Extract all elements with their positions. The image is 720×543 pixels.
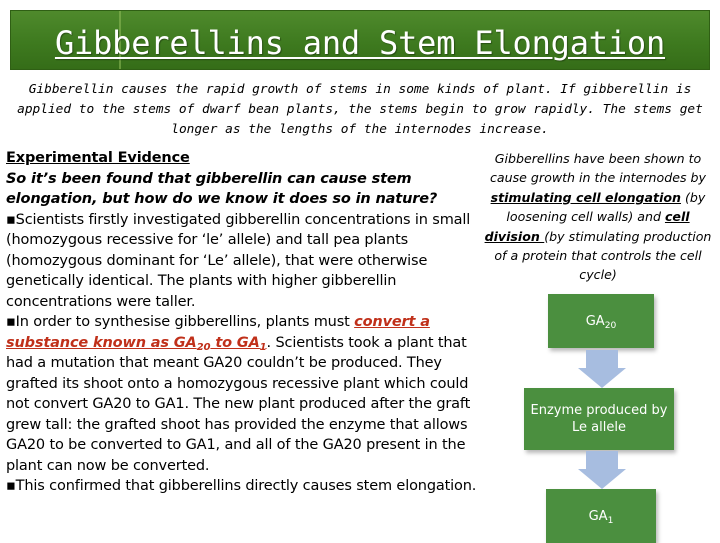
emphasis-part-1: convert a substance known as GA	[6, 314, 430, 351]
side-note-term-elongation: stimulating cell elongation	[490, 189, 682, 205]
title-banner	[10, 10, 710, 70]
ga20-label-sub: 20	[604, 320, 617, 331]
side-note-part-3: (by stimulating production of a protein that controls the cell cycle)	[494, 228, 712, 283]
evidence-lead: So it’s been found that gibberellin can cause stem elongation, but how do we know it does so in nature?	[6, 170, 438, 207]
side-note-term-division: cell division	[484, 209, 690, 244]
experimental-evidence-section	[6, 148, 478, 497]
bullet-2-end: . Scientists took a plant that had a mutation that meant GA20 couldn’t be produced. They grafted its shoot onto a homozygous recessive plant which could not convert GA20 to GA1. The new plant produced after the graft grew tall: the grafted shoot has provided the enzyme that allows GA20 to be converted to GA1, and all of the GA20 present in the plant can now be converted.	[6, 334, 471, 474]
ga1-label	[589, 508, 614, 525]
side-note-part-1: Gibberellins have been shown to cause growth in the internodes by	[490, 151, 706, 186]
enzyme-label: Enzyme produced by Le allele	[530, 403, 668, 435]
evidence-bullet-3: ▪This confirmed that gibberellins directly causes stem elongation.	[6, 478, 477, 494]
side-note-part-2: (by loosening cell walls) and	[506, 189, 706, 225]
emphasis-sub-2: 1	[259, 341, 267, 353]
evidence-heading: Experimental Evidence	[6, 150, 190, 166]
emphasis-part-2: to GA	[210, 334, 260, 351]
down-arrow-icon	[578, 350, 626, 388]
arrow-shaft	[586, 451, 618, 469]
side-note	[480, 149, 716, 285]
bullet-2-start: ▪In order to synthesise gibberellins, plants must	[6, 314, 355, 330]
arrow-shaft	[586, 350, 618, 368]
emphasis-sub-1: 20	[196, 341, 211, 353]
ga20-label-main: GA	[585, 313, 605, 329]
ga20-label	[586, 313, 617, 330]
ga1-label-sub: 1	[607, 515, 614, 526]
ga1-label-main: GA	[588, 508, 608, 524]
evidence-bullet-2	[6, 312, 478, 476]
evidence-bullet-1: ▪Scientists firstly investigated gibberellin concentrations in small (homozygous recessive for ‘le’ allele) and tall pea plants (homozygous dominant for ‘Le’ allele), that were otherwise genetically identical. The plants with higher gibberellin concentrations were taller.	[6, 211, 471, 310]
intro-paragraph: Gibberellin causes the rapid growth of stems in some kinds of plant. If gibberellin is applied to the stems of dwarf bean plants, the stems begin to grow rapidly. The stems get longer as the lengths of the internodes increase.	[17, 82, 703, 137]
arrow-head	[578, 368, 626, 388]
ga1-box	[546, 489, 656, 543]
enzyme-box	[524, 388, 674, 450]
arrow-head	[578, 469, 626, 489]
page-title: Gibberellins and Stem Elongation	[54, 24, 666, 62]
down-arrow-icon	[578, 451, 626, 489]
ga20-box	[548, 294, 654, 348]
